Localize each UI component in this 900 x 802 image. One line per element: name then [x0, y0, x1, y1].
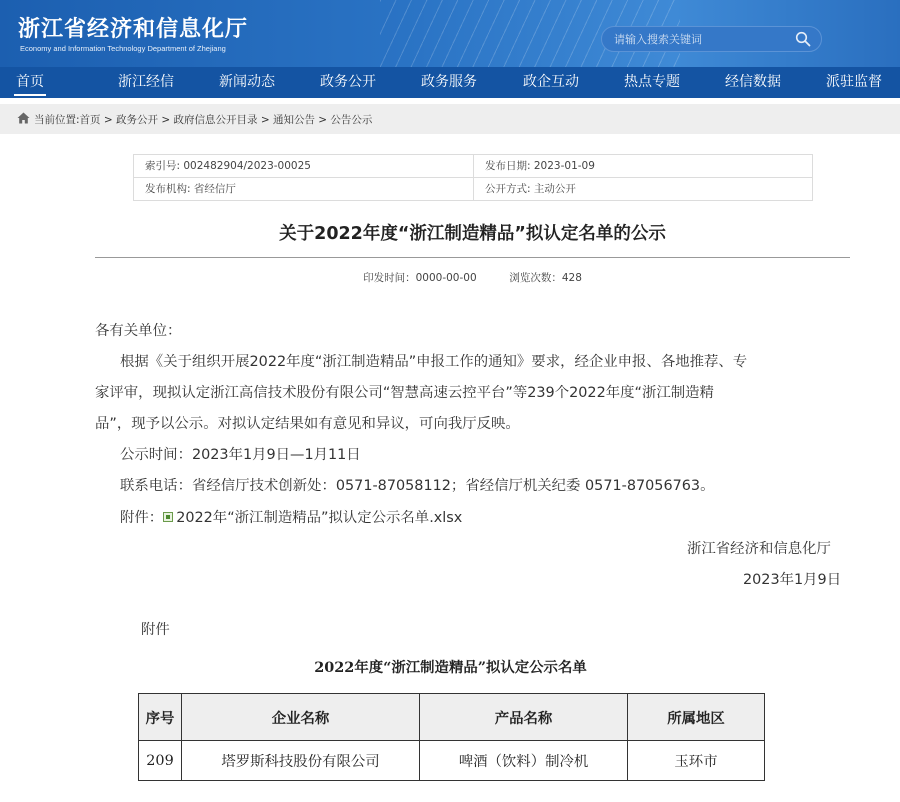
breadcrumb-bar	[0, 104, 900, 134]
column-header: 产品名称	[494, 709, 553, 727]
title-divider	[95, 257, 850, 258]
annex-table	[138, 693, 765, 781]
annex-heading: 附件	[141, 622, 170, 638]
meta-divider	[134, 177, 812, 178]
site-header	[0, 0, 900, 67]
article-stats	[95, 270, 850, 285]
column-header: 企业名称	[271, 709, 330, 727]
meta-info-table	[133, 154, 813, 201]
nav-item-zhejiang-economy[interactable]: 浙江经信	[118, 74, 174, 90]
attachment-line	[120, 506, 462, 527]
annex-list-title: 2022年度“浙江制造精品”拟认定公示名单	[314, 659, 587, 676]
meta-publisher: 发布机构: 省经信厅	[145, 183, 236, 195]
signature-date: 2023年1月9日	[743, 572, 842, 588]
contact-phone: 联系电话：省经信厅技术创新处：0571-87058112；省经信厅机关纪委 0571-87056763。	[120, 478, 715, 494]
article-title: 关于2022年度“浙江制造精品”拟认定名单的公示	[279, 224, 666, 244]
cell-product: 啤酒（饮料）制冷机	[458, 754, 589, 770]
table-divider	[419, 694, 420, 780]
table-row	[139, 741, 764, 780]
paragraph-line: 根据《关于组织开展2022年度“浙江制造精品”申报工作的通知》要求，经企业申报、各地推荐、专	[120, 354, 748, 370]
column-header: 所属地区	[667, 709, 725, 727]
table-divider	[139, 740, 764, 741]
attachment-label: 附件：	[120, 510, 164, 526]
attachment-link[interactable]: 2022年“浙江制造精品”拟认定公示名单.xlsx	[176, 510, 463, 526]
nav-item-data[interactable]: 经信数据	[725, 74, 781, 90]
nav-item-supervision[interactable]: 派驻监督	[826, 74, 882, 90]
search-box	[601, 26, 822, 52]
excel-file-icon	[163, 512, 173, 522]
nav-item-interaction[interactable]: 政企互动	[523, 74, 579, 90]
view-count: 浏览次数：428	[509, 272, 582, 284]
nav-item-gov-services[interactable]: 政务服务	[421, 74, 477, 90]
nav-item-gov-affairs[interactable]: 政务公开	[320, 74, 376, 90]
meta-index-number: 索引号: 002482904/2023-00025	[145, 160, 311, 172]
signature: 浙江省经济和信息化厅	[687, 541, 831, 557]
site-title[interactable]: 浙江省经济和信息化厅	[18, 17, 249, 42]
meta-disclosure-mode: 公开方式: 主动公开	[485, 183, 576, 195]
nav-item-home[interactable]: 首页	[16, 67, 44, 98]
cell-company: 塔罗斯科技股份有限公司	[221, 754, 380, 770]
salutation: 各有关单位：	[95, 323, 182, 339]
main-nav	[0, 67, 900, 98]
search-icon[interactable]	[795, 31, 811, 47]
issue-time: 印发时间：0000-00-00	[363, 272, 477, 284]
publicity-period: 公示时间：2023年1月9日—1月11日	[120, 447, 361, 463]
site-subtitle: Economy and Information Technology Department of Zhejiang	[20, 44, 226, 53]
table-header-row	[139, 694, 764, 740]
paragraph-line: 品”，现予以公示。对拟认定结果如有意见和异议，可向我厅反映。	[95, 416, 520, 432]
nav-item-hot-topics[interactable]: 热点专题	[624, 74, 680, 90]
search-input[interactable]	[614, 30, 784, 48]
table-divider	[627, 694, 628, 780]
nav-item-news[interactable]: 新闻动态	[219, 74, 275, 90]
column-header: 序号	[145, 709, 175, 727]
paragraph-line: 家评审，现拟认定浙江高信技术股份有限公司“智慧高速云控平台”等239个2022年度“浙江制造精	[95, 385, 714, 401]
cell-index: 209	[146, 752, 174, 769]
home-icon	[17, 112, 30, 124]
meta-publish-date: 发布日期: 2023-01-09	[485, 160, 595, 172]
breadcrumb[interactable]: 当前位置:首页 > 政务公开 > 政府信息公开目录 > 通知公告 > 公告公示	[34, 114, 373, 126]
cell-region: 玉环市	[674, 754, 718, 770]
table-divider	[181, 694, 182, 780]
